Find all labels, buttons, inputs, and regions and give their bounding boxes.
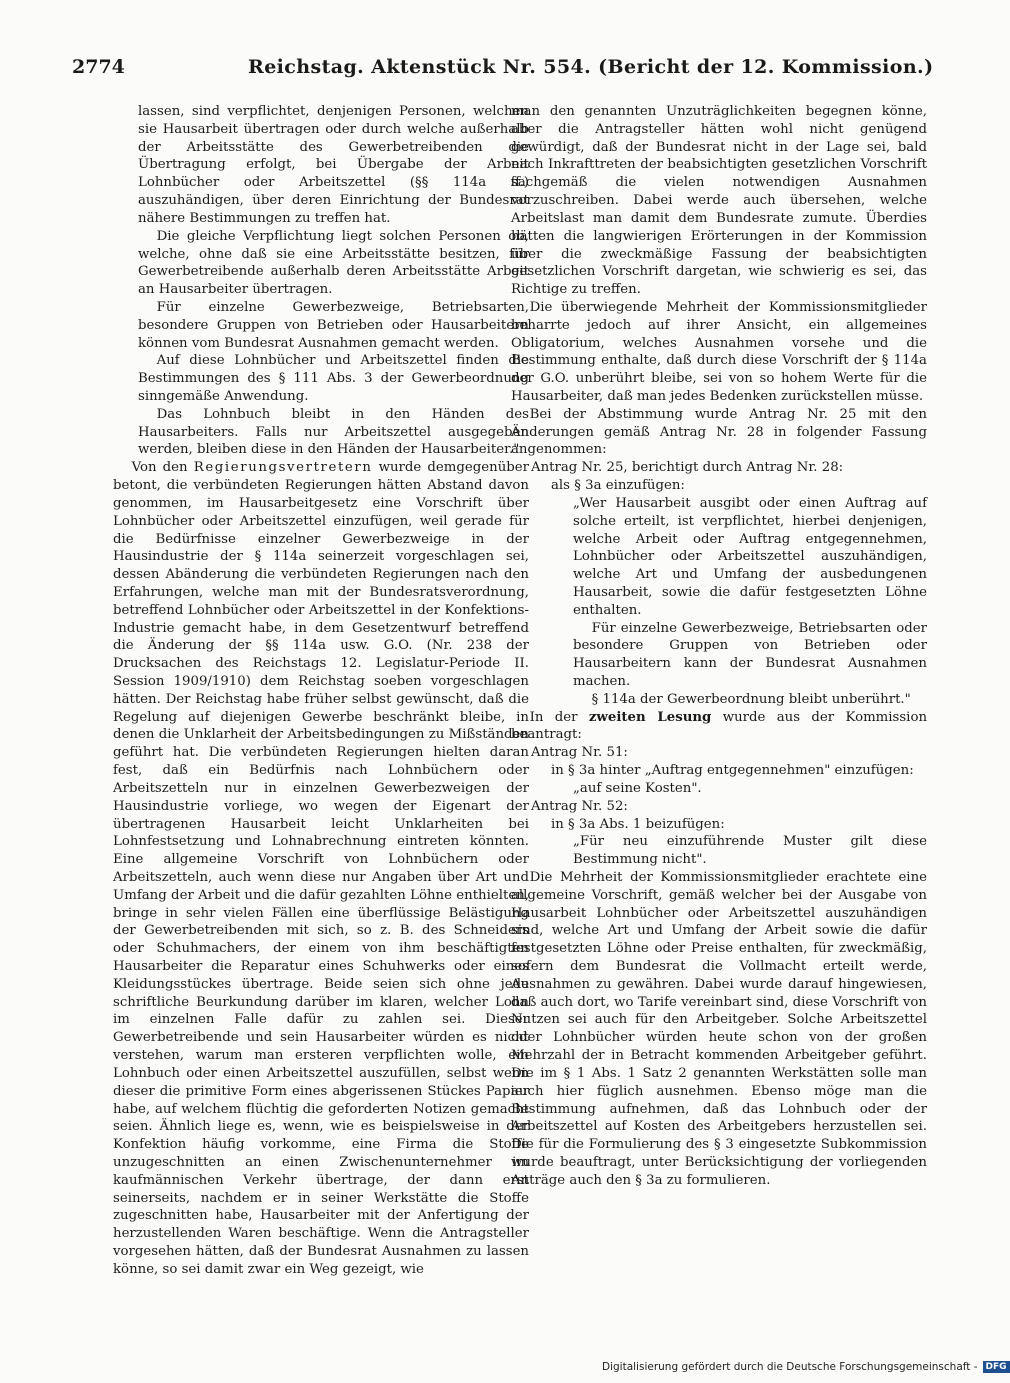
digitization-footer [602,1361,1010,1373]
motion-quote [511,495,927,709]
page-header [72,56,938,86]
quote-paragraph: „Wer Hausarbeit ausgibt oder einen Auftrag auf solche erteilt, ist verpflichtet, hierbei denjenigen, welche Arbeit oder Auftrag entgegennehmen, Lohnbücher oder Arbeitszettel auszuhändigen, welche Art und Umfang der ausbedungenen Hausarbeit, sowie die dafür festgesetzten Löhne enthalten. [573,495,927,618]
page-number: 2774 [72,56,125,78]
body-paragraph [511,709,927,745]
motion-heading: Antrag Nr. 52: [531,798,628,814]
motion-instruction: in § 3a hinter „Auftrag entgegennehmen" einzufügen: [551,763,914,779]
motion-heading: Antrag Nr. 51: [531,745,628,761]
motion-instruction: als § 3a einzufügen: [551,478,685,494]
motion-heading: Antrag Nr. 25, berichtigt durch Antrag Nr. 28: [531,460,844,476]
running-title: Reichstag. Aktenstück Nr. 554. (Bericht der 12. Kommission.) [248,56,934,78]
text-run: wurde aus der Kommission beantragt: [511,709,928,743]
body-paragraph: Bei der Abstimmung wurde Antrag Nr. 25 mit den Änderungen gemäß Antrag Nr. 28 in folgender Fassung angenommen: [511,406,927,458]
quote-paragraph: Das Lohnbuch bleibt in den Händen des Hausarbeiters. Falls nur Arbeitszettel ausgegeben werden, bleiben diese in den Händen der Hausarbeiter." [138,406,529,458]
quote-paragraph: lassen, sind verpflichtet, denjenigen Personen, welchen sie Hausarbeit übertragen oder durch welche außerhalb der Arbeitsstätte des Gewerbetreibenden die Übertragung erfolgt, bei Übergabe der Arbeit Lohnbücher oder Arbeitszettel (§§ 114a ff.) auszuhändigen, über deren Einrichtung der Bundesrat nähere Bestimmungen zu treffen hat. [138,104,529,226]
body-paragraph [113,459,529,1278]
dfg-logo-icon: DFG [983,1361,1010,1373]
motion-quote: „auf seine Kosten". [573,780,702,796]
left-column [113,103,529,1279]
emphasis-spaced: Regierungsvertretern [193,460,373,476]
quote-paragraph: Für einzelne Gewerbezweige, Betriebsarten, besondere Gruppen von Betrieben oder Hausarbeitern können vom Bundesrat Ausnahmen gemacht werden. [138,299,529,351]
footer-text: Digitalisierung gefördert durch die Deutsche Forschungsgemeinschaft - [602,1361,978,1373]
quoted-law-text [113,103,529,459]
quote-paragraph: Die gleiche Verpflichtung liegt solchen Personen ob, welche, ohne daß sie eine Arbeitsstätte besitzen, für Gewerbetreibende außerhalb deren Arbeitsstätte Arbeit an Hausarbeiter übertragen. [138,228,529,298]
quote-paragraph: Für einzelne Gewerbezweige, Betriebsarten oder besondere Gruppen von Betrieben oder Hausarbeitern kann der Bundesrat Ausnahmen machen. [573,620,927,689]
text-run: Von den [131,460,188,476]
text-run: In der [529,709,578,725]
quote-paragraph: § 114a der Gewerbeordnung bleibt unberührt." [591,691,911,707]
motion-quote: „Für neu einzuführende Muster gilt diese Bestimmung nicht". [573,834,927,868]
body-paragraph: Die Mehrheit der Kommissionsmitglieder erachtete eine allgemeine Vorschrift, gemäß welcher bei der Ausgabe von Hausarbeit Lohnbücher oder Arbeitszettel auszuhändigen sind, welche Art und Umfang der Arbeit sowie die dafür festgesetzten Löhne oder Preise enthalten, für zweckmäßig, sofern dem Bundesrat die Vollmacht erteilt werde, Ausnahmen zu gewähren. Dabei wurde darauf hingewiesen, daß auch dort, wo Tarife vereinbart sind, diese Vorschrift von Nutzen sei auch für den Arbeitgeber. Solche Arbeitszettel oder Lohnbücher würden heute schon von der großen Mehrzahl der in Betracht kommenden Arbeitgeber geführt. Die im § 1 Abs. 1 Satz 2 genannten Werkstätten solle man auch hier füglich ausnehmen. Ebenso möge man die Bestimmung aufnehmen, daß das Lohnbuch oder der Arbeitszettel auf Kosten des Arbeitgebers herzustellen sei. Die für die Formulierung des § 3 eingesetzte Subkommission wurde beauftragt, unter Berücksichtigung der vorliegenden Anträge auch den § 3a zu formulieren. [511,869,927,1188]
right-column [511,103,927,1190]
quote-paragraph: Auf diese Lohnbücher und Arbeitszettel finden die Bestimmungen des § 111 Abs. 3 der Gewerbeordnung sinngemäße Anwendung. [138,353,529,404]
body-paragraph: man den genannten Unzuträglichkeiten begegnen könne, aber die Antragsteller hätten wohl nicht genügend gewürdigt, daß der Bundesrat nicht in der Lage sei, bald nach Inkrafttreten der beabsichtigten gesetzlichen Vorschrift sachgemäß die vielen notwendigen Ausnahmen vorzuschreiben. Dabei werde auch übersehen, welche Arbeitslast man damit dem Bundesrate zumute. Überdies hätten die langwierigen Erörterungen in der Kommission über die zweckmäßige Fassung der beabsichtigten gesetzlichen Vorschrift dargetan, wie schwierig es sei, das Richtige zu treffen. [511,104,927,298]
body-paragraph: Die überwiegende Mehrheit der Kommissionsmitglieder beharrte jedoch auf ihrer Ansicht, ein allgemeines Obligatorium, welches Ausnahmen vorsehe und die Bestimmung enthalte, daß durch diese Vorschrift der § 114a der G.O. unberührt bleibe, sei von so hohem Werte für die Hausarbeiter, daß man jedes Bedenken zurückstellen müsse. [511,299,927,404]
text-run: wurde demgegenüber betont, die verbündeten Regierungen hätten Abstand davon genommen, im Hausarbeitgesetz eine Vorschrift über Lohnbücher oder Arbeitszettel einzufügen, weil gerade für die Bedürfnisse einzelner Gewerbezweige in der Hausindustrie der § 114a seinerzeit vorgeschlagen sei, dessen Abänderung die verbündeten Regierungen nach den Erfahrungen, welche man mit der Bundesratsverordnung, betreffend Lohnbücher oder Arbeitszettel in der Konfektions-Industrie gemacht habe, in dem Gesetzentwurf betreffend die Änderung der §§ 114a usw. G.O. (Nr. 238 der Drucksachen des Reichstags 12. Legislatur-Periode II. Session 1909/1910) dem Reichstag soeben vorgeschlagen hätten. Der Reichstag habe früher selbst gewünscht, daß die Regelung auf diejenigen Gewerbe beschränkt bleibe, in denen die Unklarheit der Arbeitsbedingungen zu Mißständen geführt hat. Die verbündeten Regierungen hielten daran fest, daß ein Bedürfnis nach Lohnbüchern oder Arbeitszetteln nur in einzelnen Gewerbezweigen der Hausindustrie vorliege, wo wegen der Eigenart der übertragenen Hausarbeit leicht Unklarheiten bei Lohnfestsetzung und Lohnabrechnung eintreten könnten. Eine allgemeine Vorschrift von Lohnbüchern oder Arbeitszetteln, auch wenn diese nur Angaben über Art und Umfang der Arbeit und die dafür gezahlten Löhne enthielten, bringe in sehr vielen Fällen eine überflüssige Belästigung der Gewerbetreibenden mit sich, so z. B. des Schneiders oder Schuhmachers, der einem von ihm beschäftigten Hausarbeiter die Reparatur eines Schuhwerks oder eines Kleidungsstückes übertrage. Beide seien sich ohne jede schriftliche Beurkundung darüber im klaren, welcher Lohn im einzelnen Falle dafür zu zahlen sei. Dieser Gewerbetreibende und sein Hausarbeiter würden es nicht verstehen, warum man ersteren verpflichten wolle, ein Lohnbuch oder einen Arbeitszettel auszufüllen, selbst wenn dieser die primitive Form eines abgerissenen Stückes Papier habe, auf welchem flüchtig die geforderten Notizen gemacht seien. Ähnlich liege es, wenn, wie es beispielsweise in der Konfektion häufig vorkomme, eine Firma die Stoffe unzugeschnitten an einen Zwischenunternehmer im kaufmännischen Verkehr übertrage, der dann erst seinerseits, nachdem er in seiner Werkstätte die Stoffe zugeschnitten habe, Hausarbeiter mit der Anfertigung der herzustellenden Waren beschäftige. Wenn die Antragsteller vorgesehen hätten, daß der Bundesrat Ausnahmen zu lassen könne, so sei damit zwar ein Weg gezeigt, wie [113,460,530,1277]
emphasis-bold: zweiten Lesung [588,709,712,725]
motion-instruction: in § 3a Abs. 1 beizufügen: [551,816,725,832]
